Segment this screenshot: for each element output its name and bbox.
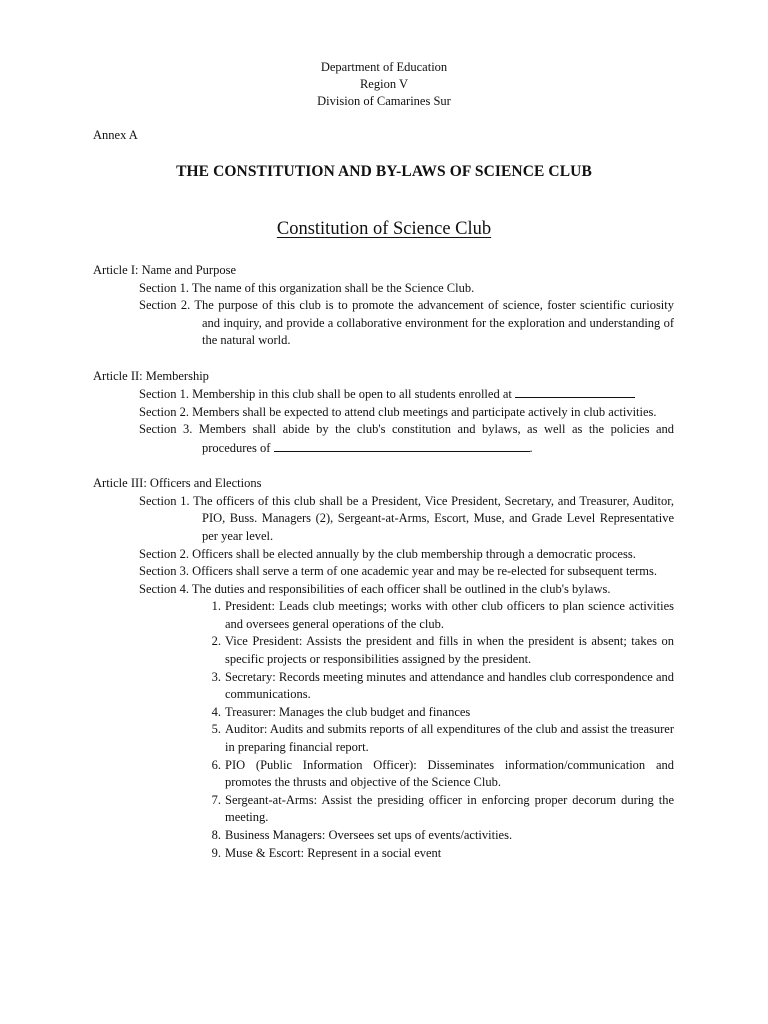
list-number: 1. xyxy=(211,599,221,614)
officer-duties-list xyxy=(93,598,674,862)
header-division: Division of Camarines Sur xyxy=(317,94,451,108)
article-2-section-3: Section 3. Members shall abide by the club's constitution and bylaws, as well as the policies and procedures of . xyxy=(139,422,674,455)
article-3-section-2: Section 2. Officers shall be elected annually by the club membership through a democratic process. xyxy=(139,546,636,561)
section-text: Section 1. Membership in this club shall be open to all students enrolled at xyxy=(139,387,512,402)
duty-text: Sergeant-at-Arms: Assist the presiding officer in enforcing proper decorum during the meeting. xyxy=(225,792,674,825)
list-number: 7. xyxy=(211,792,221,807)
section-text: Section 3. Members shall abide by the club's constitution and bylaws, as well as the policies and procedures of xyxy=(139,422,674,455)
duty-text: Secretary: Records meeting minutes and attendance and handles club correspondence and communications. xyxy=(225,669,674,702)
duty-text: President: Leads club meetings; works with other club officers to plan science activities and oversees general operations of the club. xyxy=(225,599,674,631)
duty-item xyxy=(211,704,674,722)
list-number: 2. xyxy=(211,634,221,649)
duty-item xyxy=(211,792,674,827)
letterhead xyxy=(0,59,768,110)
duty-item xyxy=(211,827,674,845)
duty-item xyxy=(211,845,674,863)
duty-text: Muse & Escort: Represent in a social event xyxy=(225,845,442,860)
list-number: 8. xyxy=(211,828,221,842)
article-3-section-4: Section 4. The duties and responsibilities of each officer shall be outlined in the club's bylaws. xyxy=(139,581,611,596)
article-title: Article I: Name and Purpose xyxy=(93,263,237,277)
article-2-section-1 xyxy=(139,385,674,404)
document-body xyxy=(93,262,674,880)
article-3-section-1: Section 1. The officers of this club shall be a President, Vice President, Secretary, and Treasurer, Auditor, PIO, Buss. Managers (2), Sergeant-at-Arms, Escort, Muse, and Grade Level Representative per year level. xyxy=(139,493,674,543)
list-number: 6. xyxy=(211,757,221,772)
header-region: Region V xyxy=(359,77,409,91)
article-2-section-2: Section 2. Members shall be expected to attend club meetings and participate actively in club activities. xyxy=(139,404,657,419)
document-title: THE CONSTITUTION AND BY-LAWS OF SCIENCE CLUB xyxy=(176,163,592,180)
article-title: Article III: Officers and Elections xyxy=(93,476,262,491)
article-2 xyxy=(93,368,674,458)
document-subtitle: Constitution of Science Club xyxy=(276,219,492,239)
duty-item xyxy=(211,633,674,668)
duty-item xyxy=(211,721,674,756)
list-number: 3. xyxy=(211,669,221,684)
duty-item xyxy=(211,669,674,704)
fill-in-blank xyxy=(274,439,530,452)
article-1 xyxy=(93,262,674,350)
duty-text: PIO (Public Information Officer): Disseminates information/communication and promotes the thrusts and objective of the Science Club. xyxy=(225,757,674,790)
duty-item xyxy=(211,598,674,633)
list-number: 4. xyxy=(211,704,221,719)
list-number: 5. xyxy=(211,722,221,737)
article-title: Article II: Membership xyxy=(93,368,209,383)
list-number: 9. xyxy=(211,845,221,860)
duty-text: Business Managers: Oversees set ups of events/activities. xyxy=(225,828,513,842)
article-3-section-3: Section 3. Officers shall serve a term of one academic year and may be re-elected for subsequent terms. xyxy=(139,564,657,579)
header-department: Department of Education xyxy=(320,60,448,74)
duty-text: Treasurer: Manages the club budget and finances xyxy=(225,704,471,719)
annex-label: Annex A xyxy=(93,128,138,142)
article-1-section-2: Section 2. The purpose of this club is to promote the advancement of science, foster scientific curiosity and inquiry, and provide a collaborative environment for the exploration and understanding of the natural world. xyxy=(139,298,674,348)
duty-text: Vice President: Assists the president and fills in when the president is absent; takes on specific projects or responsibilities assigned by the president. xyxy=(225,634,674,667)
article-3 xyxy=(93,475,674,862)
article-1-section-1: Section 1. The name of this organization shall be the Science Club. xyxy=(139,280,475,295)
duty-text: Auditor: Audits and submits reports of all expenditures of the club and assist the treasurer in preparing financial report. xyxy=(225,722,674,755)
fill-in-blank xyxy=(515,385,635,398)
duty-item xyxy=(211,757,674,792)
